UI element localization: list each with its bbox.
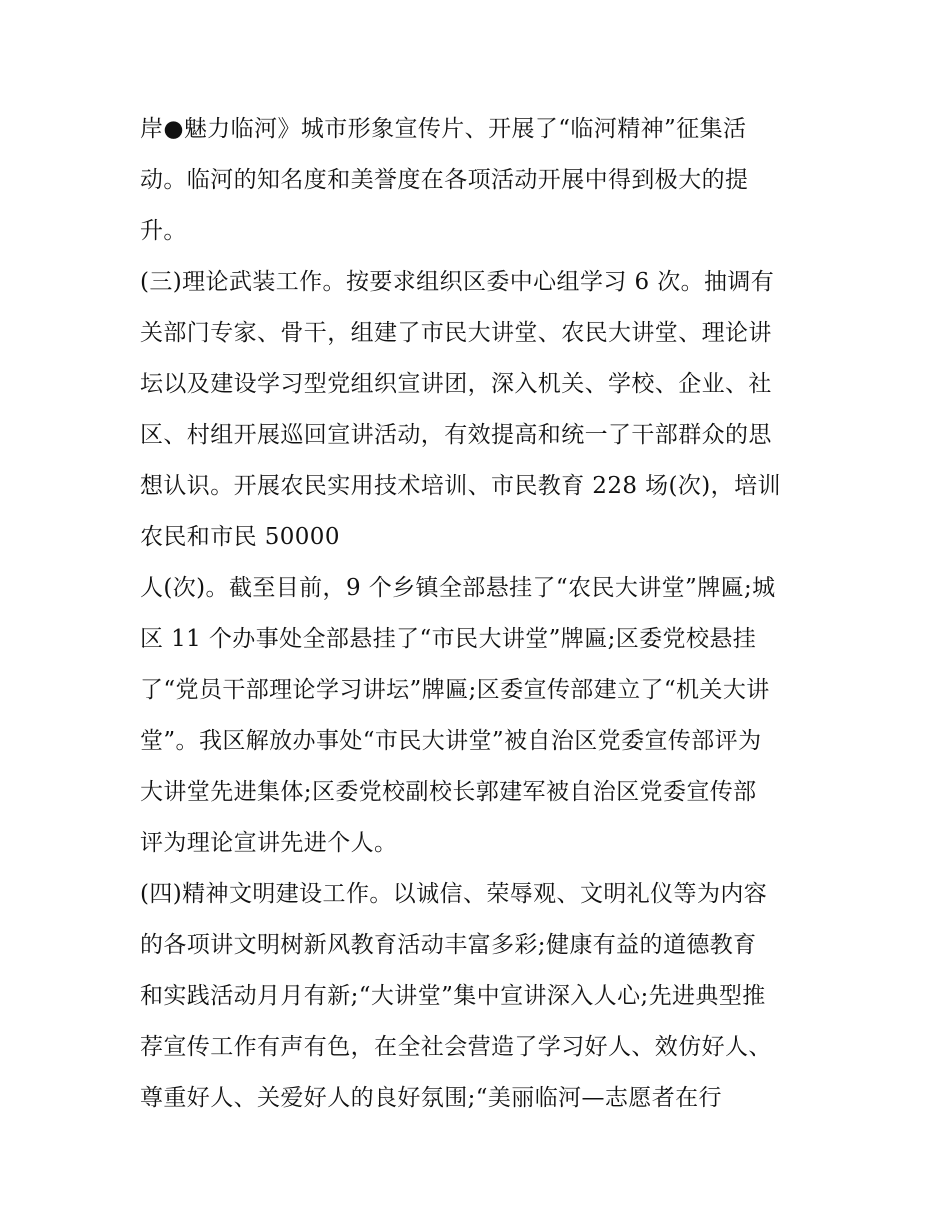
text-line: 岸●魅力临河》城市形象宣传片、开展了“临河精神”征集活 [140,116,747,142]
text-line: 动。临河的知名度和美誉度在各项活动开展中得到极大的提 [140,167,749,193]
section-heading-line: (三)理论武装工作。按要求组织区委中心组学习 6 次。抽调有 [140,269,775,295]
text-line: 人(次)。截至目前，9 个乡镇全部悬挂了“农民大讲堂”牌匾;城 [140,575,776,601]
text-line: 评为理论宣讲先进个人。 [140,830,398,856]
text-line: 尊重好人、关爱好人的良好氛围;“美丽临河—志愿者在行 [140,1085,722,1111]
text-line: 区、村组开展巡回宣讲活动，有效提高和统一了干部群众的思 [140,422,772,448]
section-heading-line: (四)精神文明建设工作。以诚信、荣辱观、文明礼仪等为内容 [140,881,768,907]
text-line: 农民和市民 50000 [140,524,340,550]
text-line: 大讲堂先进集体;区委党校副校长郭建军被自治区党委宣传部 [140,779,757,805]
text-line: 荐宣传工作有声有色，在全社会营造了学习好人、效仿好人、 [140,1034,772,1060]
text-line: 的各项讲文明树新风教育活动丰富多彩;健康有益的道德教育 [140,932,757,958]
text-line: 关部门专家、骨干，组建了市民大讲堂、农民大讲堂、理论讲 [140,320,772,346]
text-line: 和实践活动月月有新;“大讲堂”集中宣讲深入人心;先进典型推 [140,983,766,1009]
text-line: 坛以及建设学习型党组织宣讲团，深入机关、学校、企业、社 [140,371,772,397]
text-line: 升。 [140,218,187,244]
text-line: 了“党员干部理论学习讲坛”牌匾;区委宣传部建立了“机关大讲 [140,677,770,703]
text-line: 区 11 个办事处全部悬挂了“市民大讲堂”牌匾;区委党校悬挂 [140,626,757,652]
text-line: 堂”。我区解放办事处“市民大讲堂”被自治区党委宣传部评为 [140,728,762,754]
text-line: 想认识。开展农民实用技术培训、市民教育 228 场(次)，培训 [140,473,781,499]
